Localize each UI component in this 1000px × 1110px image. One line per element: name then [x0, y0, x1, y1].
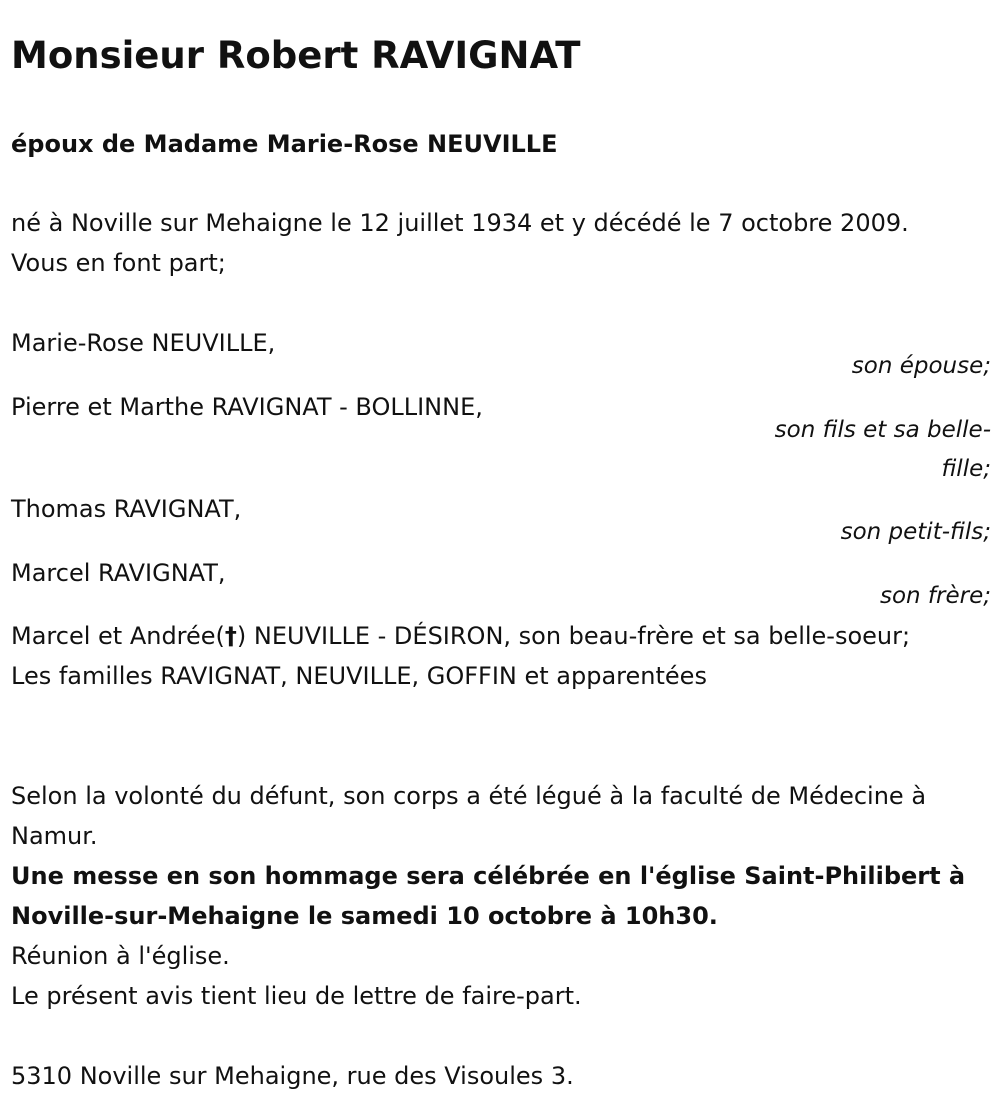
brother-in-law-text-start: Marcel et Andrée(	[11, 622, 225, 650]
cross-icon: †	[224, 622, 237, 650]
mourner-item	[11, 553, 991, 617]
mourner-name: Marcel RAVIGNAT,	[11, 559, 226, 587]
mourner-name: Marie-Rose NEUVILLE,	[11, 329, 276, 357]
mourner-item	[11, 489, 991, 553]
mourner-item	[11, 387, 991, 489]
mourner-item	[11, 323, 991, 387]
mourner-relation: son petit-fils;	[840, 519, 991, 545]
meeting-text: Réunion à l'église.	[11, 942, 230, 970]
mourner-name: Thomas RAVIGNAT,	[11, 495, 242, 523]
mourner-name: Pierre et Marthe RAVIGNAT - BOLLINNE,	[11, 393, 483, 421]
brother-in-law-text-end: ) NEUVILLE - DÉSIRON, son beau-frère et sa belle-soeur;	[236, 622, 911, 650]
mourners-list	[11, 323, 991, 617]
deceased-name: Monsieur Robert RAVIGNAT	[11, 34, 581, 77]
notice-text: Le présent avis tient lieu de lettre de faire-part.	[11, 982, 582, 1010]
announce-text: Vous en font part;	[11, 249, 226, 277]
brother-in-law-line	[11, 616, 986, 656]
families-line: Les familles RAVIGNAT, NEUVILLE, GOFFIN et apparentées	[11, 662, 707, 690]
mourner-relation: son fils et sa belle-fille;	[774, 417, 991, 482]
mass-announcement: Une messe en son hommage sera célébrée en l'église Saint-Philibert à Noville-sur-Mehaigne le samedi 10 octobre à 10h30.	[11, 862, 966, 930]
donation-text: Selon la volonté du défunt, son corps a été légué à la faculté de Médecine à Namur.	[11, 782, 927, 850]
address: 5310 Noville sur Mehaigne, rue des Visoules 3.	[11, 1062, 574, 1090]
closing-block	[11, 776, 986, 1016]
birth-death-text: né à Noville sur Mehaigne le 12 juillet 1934 et y décédé le 7 octobre 2009.	[11, 209, 909, 237]
spouse-line: époux de Madame Marie-Rose NEUVILLE	[11, 130, 558, 158]
extra-family-block	[11, 616, 986, 696]
mourner-relation: son épouse;	[851, 353, 991, 379]
mourner-relation: son frère;	[879, 583, 991, 609]
birth-death-block	[11, 203, 996, 283]
